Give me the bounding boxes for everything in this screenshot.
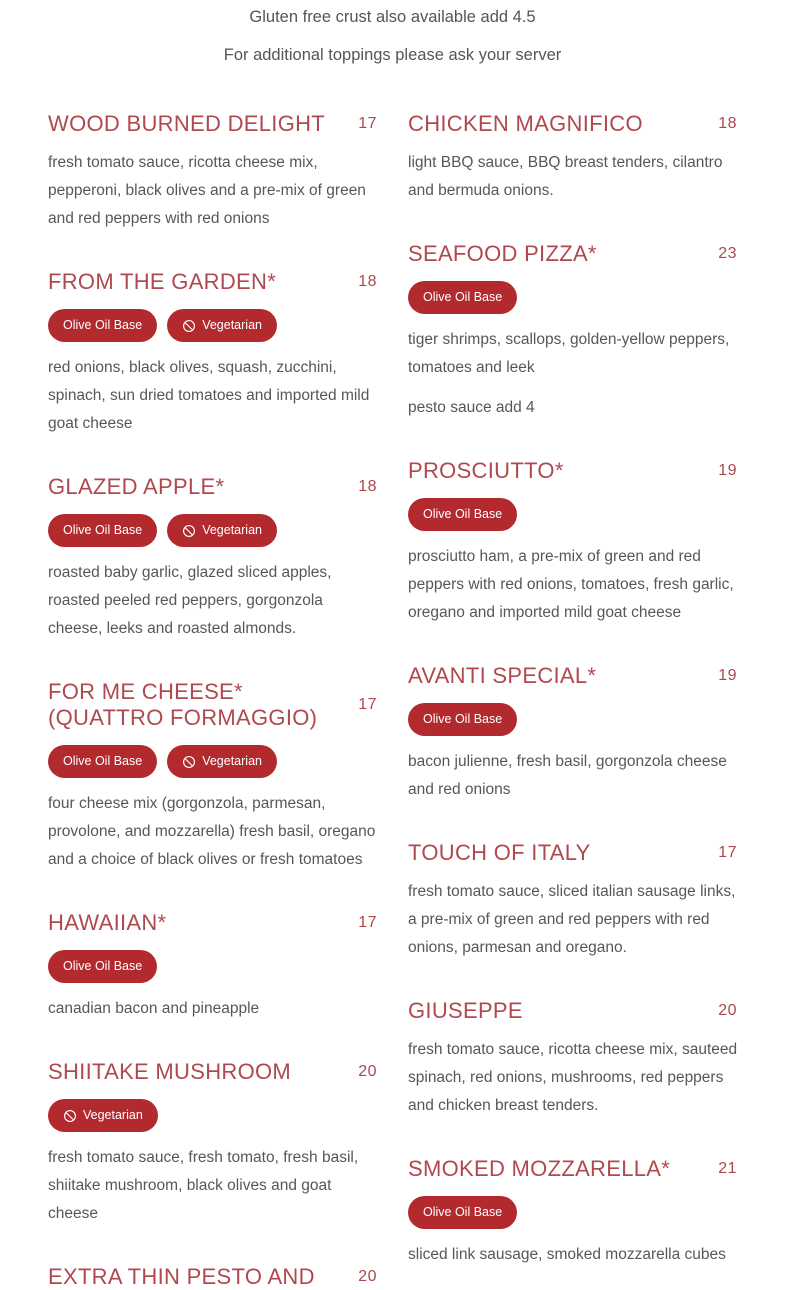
item-descriptions — [48, 559, 378, 643]
badge-label: Olive Oil Base — [423, 712, 503, 726]
olive-oil-base-badge — [48, 950, 157, 983]
menu-grid — [0, 111, 785, 1290]
item-description: pesto sauce add 4 — [408, 399, 535, 416]
item-price: 21 — [718, 1160, 737, 1177]
item-badges — [408, 498, 738, 531]
olive-oil-base-badge — [48, 514, 157, 547]
badge-label: Olive Oil Base — [63, 523, 143, 537]
vegetarian-icon — [182, 755, 196, 769]
menu-item-header — [48, 910, 378, 936]
menu-item — [408, 840, 738, 962]
menu-item-header — [408, 458, 738, 484]
item-description: bacon julienne, fresh basil, gorgonzola cheese and red onions — [408, 753, 727, 798]
badge-label: Olive Oil Base — [423, 290, 503, 304]
vegetarian-badge — [167, 309, 277, 342]
item-price: 20 — [358, 1268, 377, 1285]
item-title: SEAFOOD PIZZA* — [408, 241, 597, 266]
vegetarian-badge — [167, 745, 277, 778]
item-description: fresh tomato sauce, ricotta cheese mix, sauteed spinach, red onions, mushrooms, red peppers and chicken breast tenders. — [408, 1041, 738, 1114]
item-description: red onions, black olives, squash, zucchini, spinach, sun dried tomatoes and imported mild goat cheese — [48, 359, 370, 432]
menu-item — [48, 679, 378, 874]
badge-label: Vegetarian — [202, 318, 262, 332]
item-title: TOUCH OF ITALY — [408, 840, 591, 865]
item-description: prosciutto ham, a pre-mix of green and red peppers with red onions, tomatoes, fresh garlic, oregano and imported mild goat cheese — [408, 548, 734, 621]
item-badges — [408, 281, 738, 314]
olive-oil-base-badge — [408, 1196, 517, 1229]
olive-oil-base-badge — [408, 281, 517, 314]
vegetarian-badge — [48, 1099, 158, 1132]
item-badges — [408, 703, 738, 736]
menu-item-header — [408, 241, 738, 267]
menu-item — [408, 663, 738, 804]
item-badges — [408, 1196, 738, 1229]
menu-item-header — [408, 1156, 738, 1182]
menu-item — [48, 910, 378, 1023]
menu-item — [408, 241, 738, 422]
item-description: light BBQ sauce, BBQ breast tenders, cilantro and bermuda onions. — [408, 154, 723, 199]
badge-label: Olive Oil Base — [423, 507, 503, 521]
item-description: fresh tomato sauce, ricotta cheese mix, pepperoni, black olives and a pre-mix of green and red peppers with red onions — [48, 154, 366, 227]
menu-item — [48, 269, 378, 438]
badge-label: Vegetarian — [202, 523, 262, 537]
item-descriptions — [408, 326, 738, 422]
menu-item-header — [408, 840, 738, 866]
badge-label: Olive Oil Base — [63, 959, 143, 973]
item-title: EXTRA THIN PESTO AND — [48, 1264, 315, 1289]
menu-item-header — [48, 474, 378, 500]
item-price: 17 — [358, 115, 377, 132]
item-badges — [48, 745, 378, 778]
item-price: 20 — [718, 1002, 737, 1019]
menu-item-header — [408, 998, 738, 1024]
menu-column-right — [408, 111, 738, 1290]
note-additional-toppings: For additional toppings please ask your server — [223, 46, 562, 64]
menu-item-header — [48, 1059, 378, 1085]
item-descriptions — [48, 790, 378, 874]
vegetarian-badge — [167, 514, 277, 547]
item-title: GIUSEPPE — [408, 998, 523, 1023]
note-gluten-free: Gluten free crust also available add 4.5 — [249, 8, 536, 26]
olive-oil-base-badge — [48, 745, 157, 778]
item-title: AVANTI SPECIAL* — [408, 663, 597, 688]
item-descriptions — [408, 1036, 738, 1120]
item-price: 18 — [358, 273, 377, 290]
menu-column-left — [48, 111, 378, 1290]
menu-item-header — [48, 679, 378, 731]
item-title: WOOD BURNED DELIGHT — [48, 111, 326, 136]
menu-item — [408, 998, 738, 1120]
item-price: 18 — [358, 478, 377, 495]
badge-label: Olive Oil Base — [63, 754, 143, 768]
item-title: HAWAIIAN* — [48, 910, 167, 935]
item-price: 17 — [718, 844, 737, 861]
badge-label: Vegetarian — [202, 754, 262, 768]
menu-item-header — [48, 269, 378, 295]
menu-item-header — [408, 663, 738, 689]
menu-item — [408, 111, 738, 205]
item-description: canadian bacon and pineapple — [48, 1000, 260, 1017]
item-description: four cheese mix (gorgonzola, parmesan, provolone, and mozzarella) fresh basil, oregano and a choice of black olives or fresh tomatoes — [48, 795, 376, 868]
menu-item-header — [408, 111, 738, 137]
vegetarian-icon — [182, 319, 196, 333]
menu-item — [48, 1264, 378, 1290]
item-descriptions — [408, 748, 738, 804]
menu-item — [48, 111, 378, 233]
item-descriptions — [408, 543, 738, 627]
olive-oil-base-badge — [48, 309, 157, 342]
item-badges — [48, 950, 378, 983]
item-badges — [48, 514, 378, 547]
item-description: tiger shrimps, scallops, golden-yellow peppers, tomatoes and leek — [408, 331, 730, 376]
badge-label: Vegetarian — [83, 1108, 143, 1122]
item-descriptions — [408, 1241, 738, 1269]
item-descriptions — [48, 354, 378, 438]
item-title: FROM THE GARDEN* — [48, 269, 277, 294]
vegetarian-icon — [182, 524, 196, 538]
olive-oil-base-badge — [408, 703, 517, 736]
item-title: SMOKED MOZZARELLA* — [408, 1156, 671, 1181]
item-title: GLAZED APPLE* — [48, 474, 225, 499]
item-price: 19 — [718, 462, 737, 479]
vegetarian-icon — [63, 1109, 77, 1123]
item-price: 17 — [358, 696, 377, 713]
item-description: sliced link sausage, smoked mozzarella cubes — [408, 1246, 726, 1263]
item-title: PROSCIUTTO* — [408, 458, 564, 483]
menu-item-header — [48, 111, 378, 137]
item-badges — [48, 1099, 378, 1132]
item-price: 23 — [718, 245, 737, 262]
item-price: 20 — [358, 1063, 377, 1080]
item-price: 19 — [718, 667, 737, 684]
item-title: CHICKEN MAGNIFICO — [408, 111, 643, 136]
item-price: 18 — [718, 115, 737, 132]
item-description: fresh tomato sauce, fresh tomato, fresh basil, shiitake mushroom, black olives and goat cheese — [48, 1149, 359, 1222]
menu-item — [408, 458, 738, 627]
menu-notes — [0, 0, 785, 67]
menu-item — [48, 1059, 378, 1228]
olive-oil-base-badge — [408, 498, 517, 531]
item-descriptions — [48, 995, 378, 1023]
item-title: SHIITAKE MUSHROOM — [48, 1059, 292, 1084]
menu-item — [48, 474, 378, 643]
item-descriptions — [408, 149, 738, 205]
item-price: 17 — [358, 914, 377, 931]
badge-label: Olive Oil Base — [423, 1205, 503, 1219]
item-descriptions — [48, 149, 378, 233]
menu-item-header — [48, 1264, 378, 1290]
item-descriptions — [408, 878, 738, 962]
item-description: roasted baby garlic, glazed sliced apples, roasted peeled red peppers, gorgonzola cheese, leeks and roasted almonds. — [48, 564, 332, 637]
badge-label: Olive Oil Base — [63, 318, 143, 332]
item-badges — [48, 309, 378, 342]
item-description: fresh tomato sauce, sliced italian sausage links, a pre-mix of green and red peppers with red onions, parmesan and oregano. — [408, 883, 736, 956]
item-title: FOR ME CHEESE* (QUATTRO FORMAGGIO) — [48, 679, 318, 730]
item-descriptions — [48, 1144, 378, 1228]
menu-item — [408, 1156, 738, 1269]
